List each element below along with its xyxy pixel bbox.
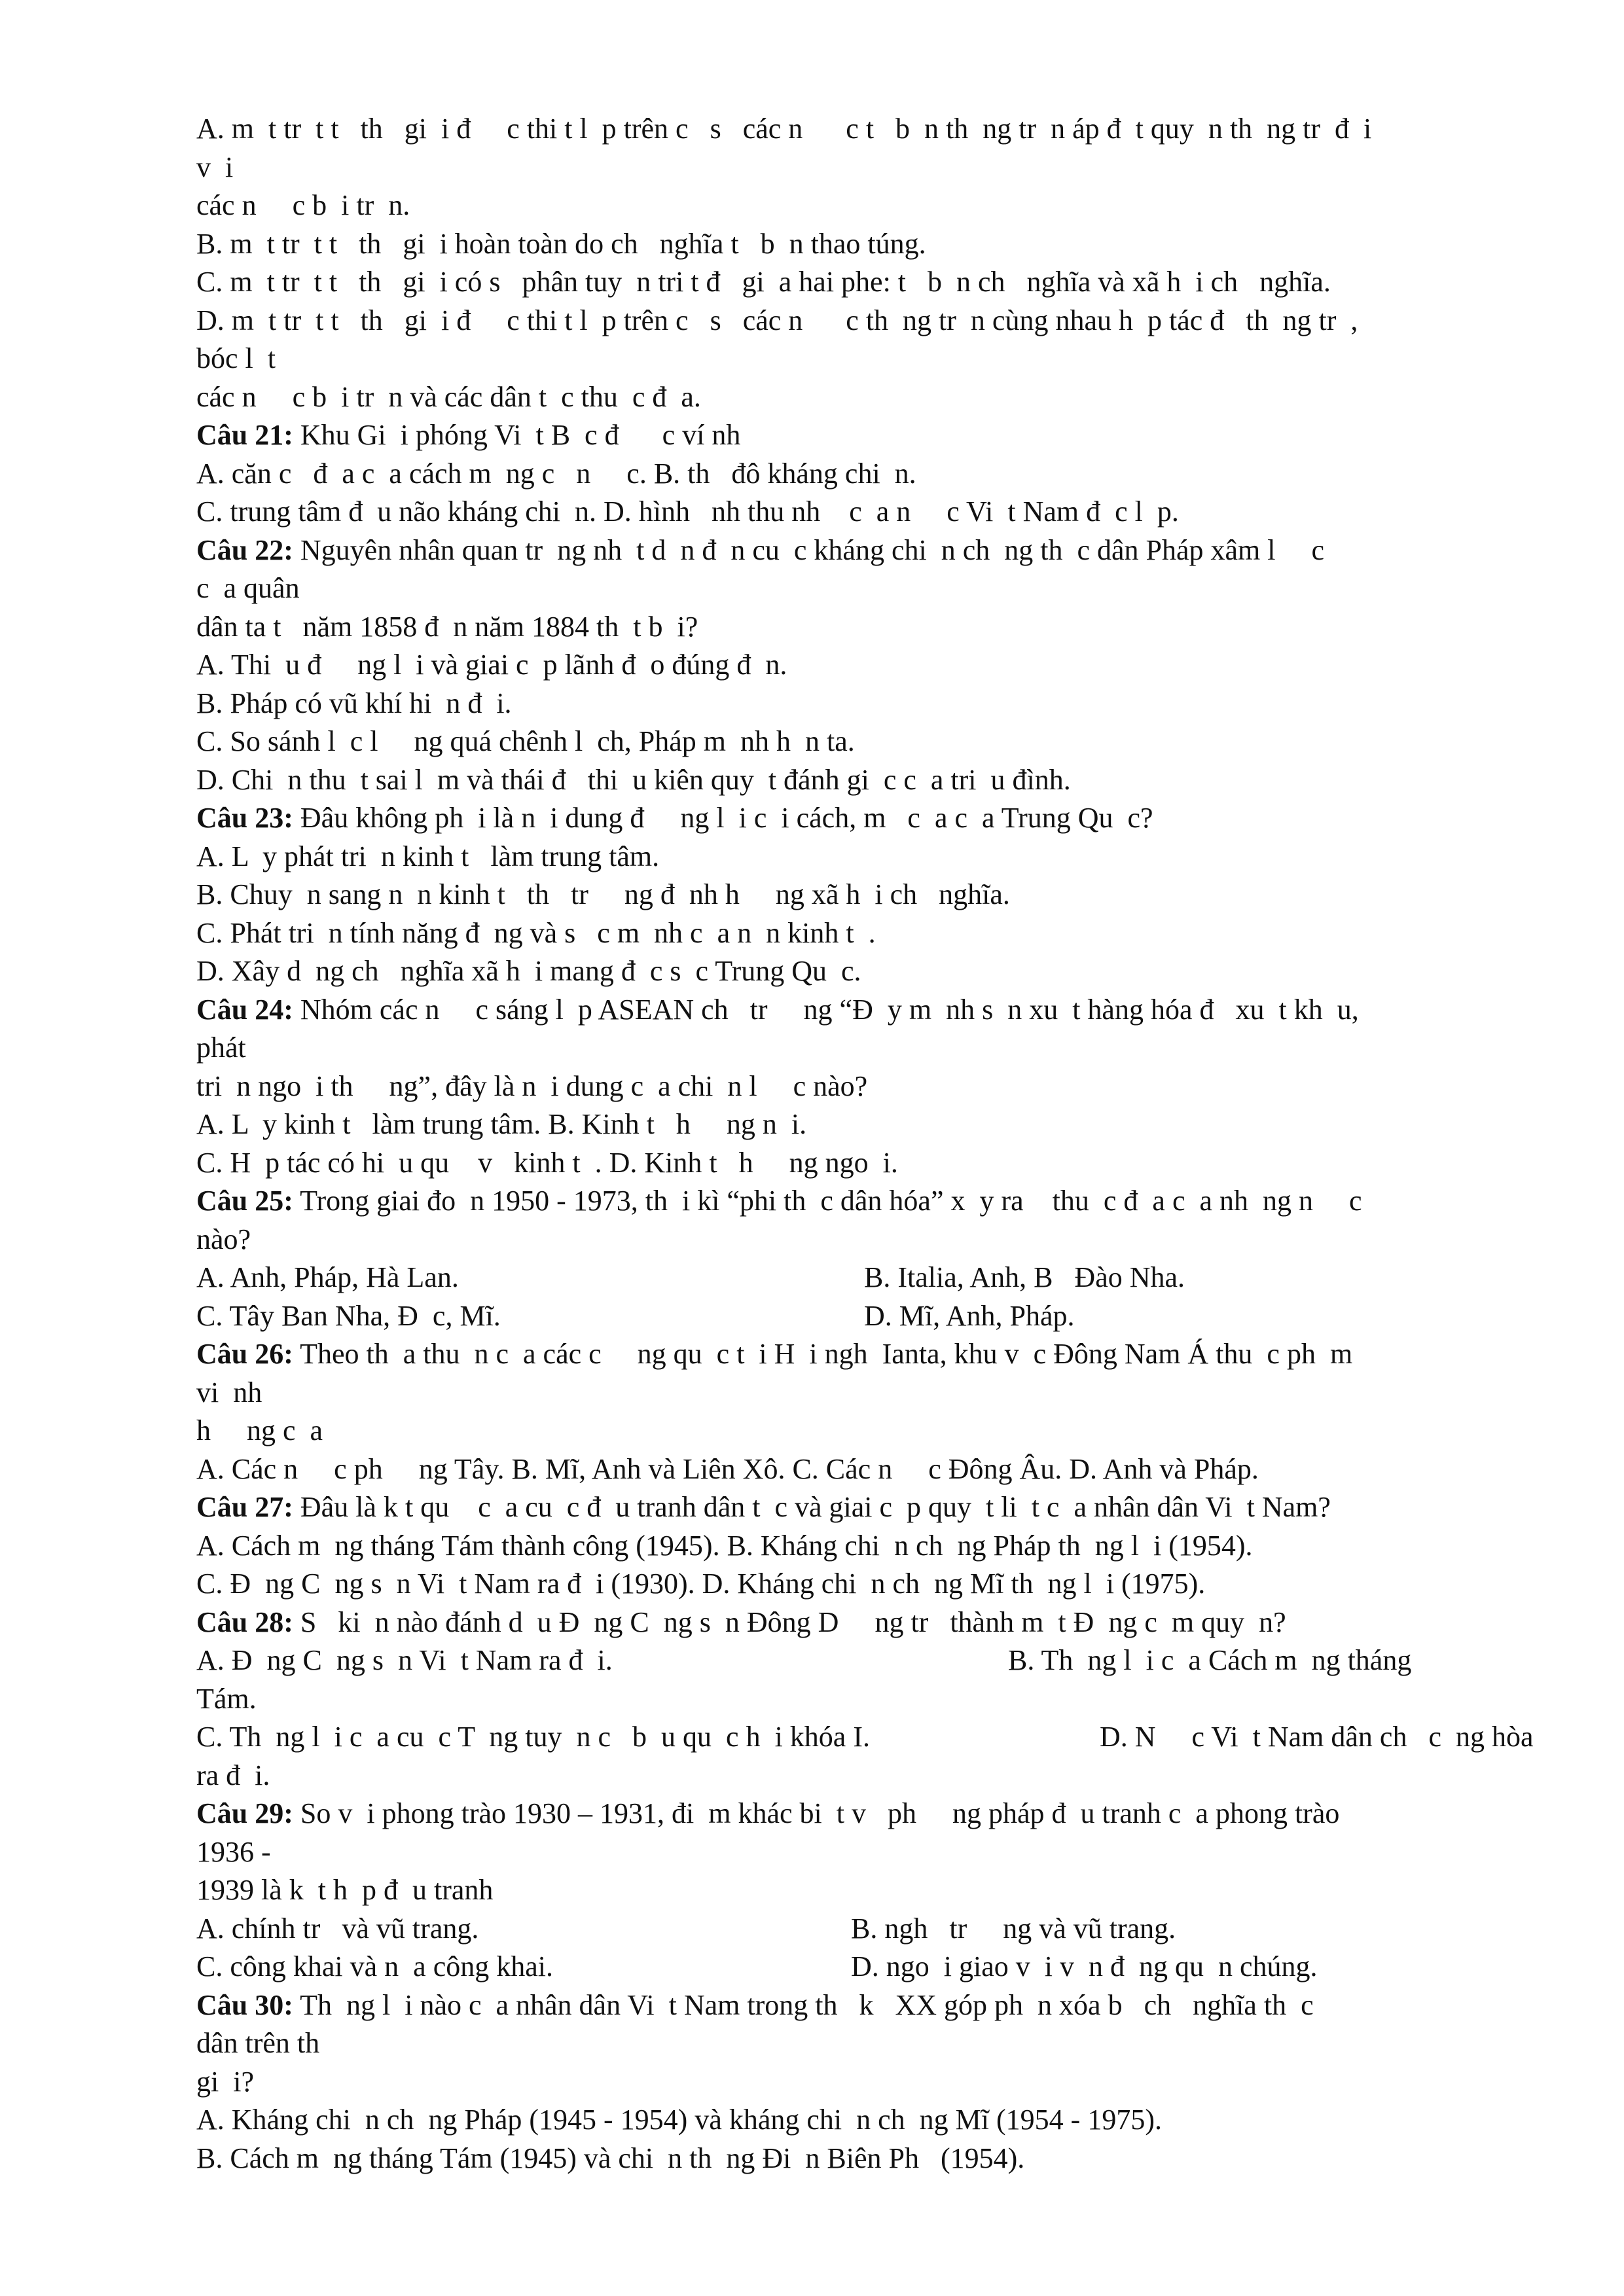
q27-options-line-1: A. Cách m ng tháng Tám thành công (1945). B. Kháng chi n ch ng Pháp th ng l i (1954). [196, 1529, 1253, 1562]
q21-options-line-2: C. trung tâm đ u não kháng chi n. D. hình nh thu nh c a n c Vi t Nam đ c l p. [196, 495, 1179, 528]
q26-label: Câu 26: [196, 1338, 293, 1370]
q22-stem-line-2: c a quân [196, 572, 300, 604]
q29-option-a: A. chính tr và vũ trang. [196, 1912, 479, 1945]
q28-stem-text: S ki n nào đánh d u Đ ng C ng s n Đông D ng tr thành m t Đ ng c m quy n? [293, 1605, 1286, 1638]
q23-stem [196, 799, 1545, 838]
q24-stem-text: Nhóm các n c sáng l p ASEAN ch tr ng “Đ y m nh s n xu t hàng hóa đ xu t kh u, [293, 993, 1359, 1026]
q25-label: Câu 25: [196, 1185, 293, 1217]
q27-stem [196, 1488, 1545, 1527]
q30-stem-line-1 [196, 1986, 1545, 2025]
q25-option-b: B. Italia, Anh, B Đào Nha. [864, 1261, 1185, 1293]
q24-label: Câu 24: [196, 993, 293, 1026]
q25-options-row-2 [196, 1297, 1545, 1336]
q28-option-c: C. Th ng l i c a cu c T ng tuy n c b u qu c h i khóa I. [196, 1721, 870, 1753]
q23-stem-text: Đâu không ph i là n i dung đ ng l i c i cách, m c a c a Trung Qu c? [293, 802, 1153, 834]
q30-stem-line-2: dân trên th [196, 2027, 320, 2059]
q20-option-b: B. m t tr t t th gi i hoàn toàn do ch nghĩa t b n thao túng. [196, 227, 926, 260]
q26-stem-line-2: vi nh [196, 1376, 262, 1408]
q29-stem-line-3: 1939 là k t h p đ u tranh [196, 1874, 494, 1906]
q29-stem-text: So v i phong trào 1930 – 1931, đi m khác bi t v ph ng pháp đ u tranh c a phong trào [293, 1797, 1340, 1829]
q21-options-line-1: A. căn c đ a c a cách m ng c n c. B. th đô kháng chi n. [196, 457, 916, 490]
q26-stem-line-3: h ng c a [196, 1414, 323, 1446]
q20-option-d-line-2: bóc l t [196, 342, 276, 374]
q23-label: Câu 23: [196, 802, 293, 834]
q25-options-row-1 [196, 1259, 1545, 1297]
q28-option-b-line-1: B. Th ng l i c a Cách m ng tháng [1008, 1644, 1412, 1676]
q22-option-a: A. Thi u đ ng l i và giai c p lãnh đ o đúng đ n. [196, 649, 787, 681]
q30-option-a: A. Kháng chi n ch ng Pháp (1945 - 1954) và kháng chi n ch ng Mĩ (1954 - 1975). [196, 2104, 1162, 2136]
q25-stem-text: Trong giai đo n 1950 - 1973, th i kì “phi th c dân hóa” x y ra thu c đ a c a nh ng n c [293, 1185, 1362, 1217]
q23-option-c: C. Phát tri n tính năng đ ng và s c m nh c a n n kinh t . [196, 916, 876, 949]
q30-stem-line-3: gi i? [196, 2065, 254, 2098]
q30-stem-text: Th ng l i nào c a nhân dân Vi t Nam trong th k XX góp ph n xóa b ch nghĩa th c [293, 1988, 1314, 2021]
q22-stem-text: Nguyên nhân quan tr ng nh t d n đ n cu c kháng chi n ch ng th c dân Pháp xâm l c [293, 533, 1325, 566]
q30-label: Câu 30: [196, 1988, 293, 2021]
q20-option-d-line-1: D. m t tr t t th gi i đ c thi t l p trên c s các n c th ng tr n cùng nhau h p tác đ th ng tr , [196, 304, 1358, 336]
q22-stem-line-3: dân ta t năm 1858 đ n năm 1884 th t b i? [196, 610, 698, 643]
q25-stem-line-2: nào? [196, 1223, 251, 1255]
q26-stem-line-1 [196, 1335, 1545, 1374]
q24-stem-line-3: tri n ngo i th ng”, đây là n i dung c a chi n l c nào? [196, 1069, 868, 1102]
q22-option-b: B. Pháp có vũ khí hi n đ i. [196, 687, 512, 719]
q20-option-a-line-2: v i [196, 151, 234, 183]
q21-stem-text: Khu Gi i phóng Vi t B c đ c ví nh [293, 419, 741, 451]
q24-options-line-1: A. L y kinh t làm trung tâm. B. Kinh t h ng n i. [196, 1108, 807, 1140]
q28-label: Câu 28: [196, 1605, 293, 1638]
q29-option-b: B. ngh tr ng và vũ trang. [851, 1912, 1176, 1945]
q28-option-d-line-1: D. N c Vi t Nam dân ch c ng hòa [1100, 1721, 1534, 1753]
q26-stem-text: Theo th a thu n c a các c ng qu c t i H i ngh Ianta, khu v c Đông Nam Á thu c ph m [293, 1338, 1353, 1370]
q27-stem-text: Đâu là k t qu c a cu c đ u tranh dân t c và giai c p quy t li t c a nhân dân Vi t Nam? [293, 1491, 1331, 1523]
q23-option-b: B. Chuy n sang n n kinh t th tr ng đ nh h ng xã h i ch nghĩa. [196, 878, 1010, 910]
q20-option-c: C. m t tr t t th gi i có s phân tuy n tri t đ gi a hai phe: t b n ch nghĩa và xã h i ch nghĩa. [196, 266, 1331, 298]
q28-options-row-2 [196, 1718, 1545, 1757]
exam-page [196, 110, 1545, 2178]
q28-option-b-line-2: Tám. [196, 1682, 257, 1715]
q25-option-c: C. Tây Ban Nha, Đ c, Mĩ. [196, 1299, 501, 1332]
q27-label: Câu 27: [196, 1491, 293, 1523]
q26-options-line-1: A. Các n c ph ng Tây. B. Mĩ, Anh và Liên Xô. C. Các n c Đông Âu. D. Anh và Pháp. [196, 1452, 1259, 1485]
q28-options-row-1 [196, 1641, 1545, 1680]
q21-stem [196, 416, 1545, 455]
q24-stem-line-1 [196, 991, 1545, 1030]
q20-option-a-line-3: các n c b i tr n. [196, 189, 410, 221]
q22-stem-line-1 [196, 531, 1545, 570]
q25-stem-line-1 [196, 1182, 1545, 1221]
q25-option-a: A. Anh, Pháp, Hà Lan. [196, 1261, 459, 1293]
q29-stem-line-1 [196, 1795, 1545, 1833]
q29-label: Câu 29: [196, 1797, 293, 1829]
q22-option-c: C. So sánh l c l ng quá chênh l ch, Pháp m nh h n ta. [196, 725, 855, 757]
q29-options-row-2 [196, 1948, 1545, 1986]
q29-option-d: D. ngo i giao v i v n đ ng qu n chúng. [851, 1950, 1318, 1982]
q23-option-d: D. Xây d ng ch nghĩa xã h i mang đ c s c Trung Qu c. [196, 955, 861, 987]
q30-option-b: B. Cách m ng tháng Tám (1945) và chi n th ng Đi n Biên Ph (1954). [196, 2142, 1025, 2174]
q22-label: Câu 22: [196, 533, 293, 566]
q24-options-line-2: C. H p tác có hi u qu v kinh t . D. Kinh t h ng ngo i. [196, 1146, 898, 1179]
q21-label: Câu 21: [196, 419, 293, 451]
q20-option-d-line-3: các n c b i tr n và các dân t c thu c đ a. [196, 380, 701, 413]
q27-options-line-2: C. Đ ng C ng s n Vi t Nam ra đ i (1930). D. Kháng chi n ch ng Mĩ th ng l i (1975). [196, 1568, 1206, 1600]
q23-option-a: A. L y phát tri n kinh t làm trung tâm. [196, 840, 660, 872]
q29-stem-line-2: 1936 - [196, 1835, 271, 1868]
q22-option-d: D. Chi n thu t sai l m và thái đ thi u kiên quy t đánh gi c c a tri u đình. [196, 763, 1071, 796]
q29-option-c: C. công khai và n a công khai. [196, 1950, 553, 1982]
q20-option-a-line-1: A. m t tr t t th gi i đ c thi t l p trên c s các n c t b n th ng tr n áp đ t quy n th ng tr đ i [196, 113, 1372, 145]
q28-option-d-line-2: ra đ i. [196, 1759, 270, 1791]
q28-option-a: A. Đ ng C ng s n Vi t Nam ra đ i. [196, 1644, 613, 1676]
q29-options-row-1 [196, 1910, 1545, 1948]
q25-option-d: D. Mĩ, Anh, Pháp. [864, 1299, 1075, 1332]
q24-stem-line-2: phát [196, 1031, 246, 1064]
q28-stem [196, 1604, 1545, 1642]
